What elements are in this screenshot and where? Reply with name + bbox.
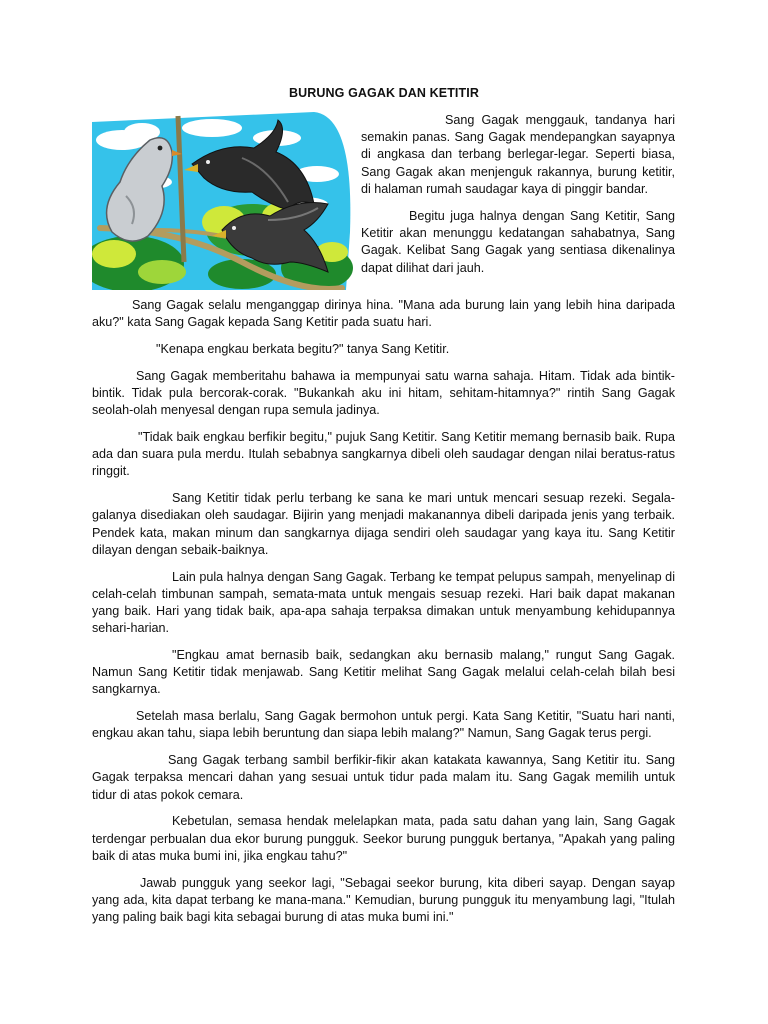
paragraph-10: Kebetulan, semasa hendak melelapkan mata, pada satu dahan yang lain, Sang Gagak terdengar perbualan dua ekor burung pungguk. Seekor burung pungguk bertanya, "Apakah yang paling baik di atas muka bumi ini, jika engkau tahu?"	[92, 814, 675, 863]
paragraph-6: Lain pula halnya dengan Sang Gagak. Terbang ke tempat pelupus sampah, menyelinap di celah-celah timbunan sampah, semata-mata untuk mengais sesuap rezeki. Hari baik dapat makanan yang baik. Hari yang tidak baik, apa-apa sahaja terpaksa dimakan untuk menyambung kehidupannya sehari-harian.	[92, 569, 675, 636]
paragraph-4: "Tidak baik engkau berfikir begitu," pujuk Sang Ketitir. Sang Ketitir memang bernasib baik. Rupa ada dan suara pula merdu. Itulah sebabnya sangkarnya dibeli oleh saudagar dengan nilai beratus-ratus ringgit.	[92, 430, 675, 479]
story-body	[92, 297, 675, 936]
paragraph-8: Setelah masa berlalu, Sang Gagak bermohon untuk pergi. Kata Sang Ketitir, "Suatu hari nanti, engkau akan tahu, siapa lebih beruntung dan siapa lebih malang?" Namun, Sang Gagak terus pergi.	[92, 709, 675, 741]
paragraph-3: Sang Gagak memberitahu bahawa ia mempunyai satu warna sahaja. Hitam. Tidak ada bintik-bintik. Tidak pula bercorak-corak. "Bukankah aku ini hitam, sehitam-hitamnya?" rintih Sang Gagak seolah-olah menyesal dengan rupa semula jadinya.	[92, 368, 675, 418]
paragraph-7: "Engkau amat bernasib baik, sedangkan aku bernasib malang," rungut Sang Gagak. Namun Sang Ketitir tidak menjawab. Sang Ketitir melihat Sang Gagak melalui celah-celah bilah besi sangkarnya.	[92, 648, 675, 697]
paragraph-2: "Kenapa engkau berkata begitu?" tanya Sang Ketitir.	[156, 342, 450, 356]
side-paragraph-2: Begitu juga halnya dengan Sang Ketitir, Sang Ketitir akan menunggu kedatangan sahabatnya, Sang Gagak. Kelibat Sang Gagak yang sentiasa dikenalinya dapat dilihat dari jauh.	[361, 209, 675, 275]
side-paragraph-1: Sang Gagak menggauk, tandanya hari semakin panas. Sang Gagak mendepangkan sayapnya di angkasa dan terbang berlegar-legar. Seperti biasa, Sang Gagak akan menjenguk rakannya, burung ketitir, di halaman rumah saudagar kaya di pinggir bandar.	[361, 113, 675, 196]
story-illustration	[92, 112, 354, 290]
paragraph-9: Sang Gagak terbang sambil berfikir-fikir akan katakata kawannya, Sang Ketitir itu. Sang Gagak terpaksa mencari dahan yang sesuai untuk tidur pada malam itu. Sang Gagak memilih untuk tidur di atas pokok cemara.	[92, 753, 675, 802]
paragraph-11: Jawab pungguk yang seekor lagi, "Sebagai seekor burung, kita diberi sayap. Dengan sayap yang ada, kita dapat terbang ke mana-mana." Kemudian, burung pungguk itu menyambung lagi, "Itulah yang paling baik bagi kita sebagai burung di atas muka bumi ini."	[92, 875, 675, 925]
paragraph-1: Sang Gagak selalu menganggap dirinya hina. "Mana ada burung lain yang lebih hina daripada aku?" kata Sang Gagak kepada Sang Ketitir pada suatu hari.	[92, 298, 675, 330]
side-text-column	[361, 112, 675, 287]
paragraph-5: Sang Ketitir tidak perlu terbang ke sana ke mari untuk mencari sesuap rezeki. Segala-galanya disediakan oleh saudagar. Bijirin yang menjadi makanannya dibeli daripada jenis yang terbaik. Pendek kata, makan minum dan sangkarnya dijaga sendiri oleh saudagar yang kaya itu. Sang Ketitir dilayan dengan sebaik-baiknya.	[92, 491, 675, 557]
story-title: BURUNG GAGAK DAN KETITIR	[289, 86, 479, 100]
